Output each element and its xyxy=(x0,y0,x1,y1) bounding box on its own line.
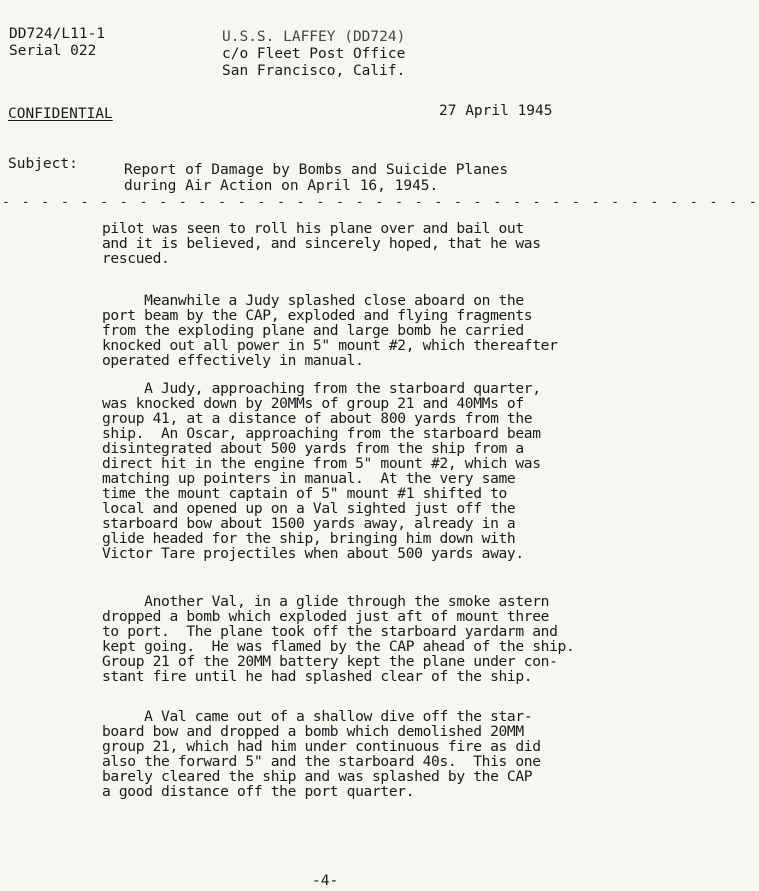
subject-line-1: Report of Damage by Bombs and Suicide Planes xyxy=(124,162,509,178)
text-line: from the exploding plane and large bomb he carried xyxy=(102,322,524,339)
subject-label: Subject: xyxy=(8,156,78,172)
text-line: also the forward 5" and the starboard 40s. This one xyxy=(102,753,541,770)
post-office: c/o Fleet Post Office xyxy=(222,46,406,62)
text-line: Another Val, in a glide through the smoke astern xyxy=(102,593,550,610)
text-line: group 21, which had him under continuous fire as did xyxy=(102,738,541,755)
text-line: starboard bow about 1500 yards away, already in a xyxy=(102,515,516,532)
text-line: rescued. xyxy=(102,250,170,267)
text-line: Victor Tare projectiles when about 500 yards away. xyxy=(102,545,524,562)
text-line: board bow and dropped a bomb which demolished 20MM xyxy=(102,723,524,740)
city: San Francisco, Calif. xyxy=(222,63,406,79)
text-line: stant fire until he had splashed clear of the ship. xyxy=(102,668,533,685)
text-line: to port. The plane took off the starboard yardarm and xyxy=(102,623,558,640)
separator-line: - - - - - - - - - - - - - - - - - - - - - - - - - - - - - - - - - - - - - - - xyxy=(2,195,759,210)
text-line: pilot was seen to roll his plane over and bail out xyxy=(102,220,524,237)
text-line: Group 21 of the 20MM battery kept the plane under con- xyxy=(102,653,558,670)
document-date: 27 April 1945 xyxy=(439,103,553,119)
text-line: A Judy, approaching from the starboard quarter, xyxy=(102,380,541,397)
text-line: glide headed for the ship, bringing him down with xyxy=(102,530,516,547)
page-number: -4- xyxy=(312,873,339,889)
text-line: and it is believed, and sincerely hoped, that he was xyxy=(102,235,541,252)
text-line: direct hit in the engine from 5" mount #2, which was xyxy=(102,455,541,472)
text-line: knocked out all power in 5" mount #2, which thereafter xyxy=(102,337,558,354)
text-line: A Val came out of a shallow dive off the star- xyxy=(102,708,533,725)
ship-name: U.S.S. LAFFEY (DD724) xyxy=(222,29,406,45)
text-line: ship. An Oscar, approaching from the starboard beam xyxy=(102,425,541,442)
text-line: was knocked down by 20MMs of group 21 and 40MMs of xyxy=(102,395,524,412)
subject-line-2: during Air Action on April 16, 1945. xyxy=(124,178,439,194)
text-line: operated effectively in manual. xyxy=(102,352,364,369)
text-line: kept going. He was flamed by the CAP ahead of the ship. xyxy=(102,638,575,655)
text-line: a good distance off the port quarter. xyxy=(102,783,415,800)
text-line: matching up pointers in manual. At the very same xyxy=(102,470,516,487)
text-line: disintegrated about 500 yards from the ship from a xyxy=(102,440,524,457)
text-line: port beam by the CAP, exploded and flying fragments xyxy=(102,307,533,324)
file-code: DD724/L11-1 xyxy=(9,26,106,42)
text-line: group 41, at a distance of about 800 yards from the xyxy=(102,410,533,427)
text-line: Meanwhile a Judy splashed close aboard on the xyxy=(102,292,524,309)
classification: CONFIDENTIAL xyxy=(8,106,113,122)
serial-number: Serial 022 xyxy=(9,43,97,59)
text-line: local and opened up on a Val sighted just off the xyxy=(102,500,516,517)
text-line: dropped a bomb which exploded just aft of mount three xyxy=(102,608,550,625)
text-line: barely cleared the ship and was splashed by the CAP xyxy=(102,768,533,785)
text-line: time the mount captain of 5" mount #1 shifted to xyxy=(102,485,507,502)
